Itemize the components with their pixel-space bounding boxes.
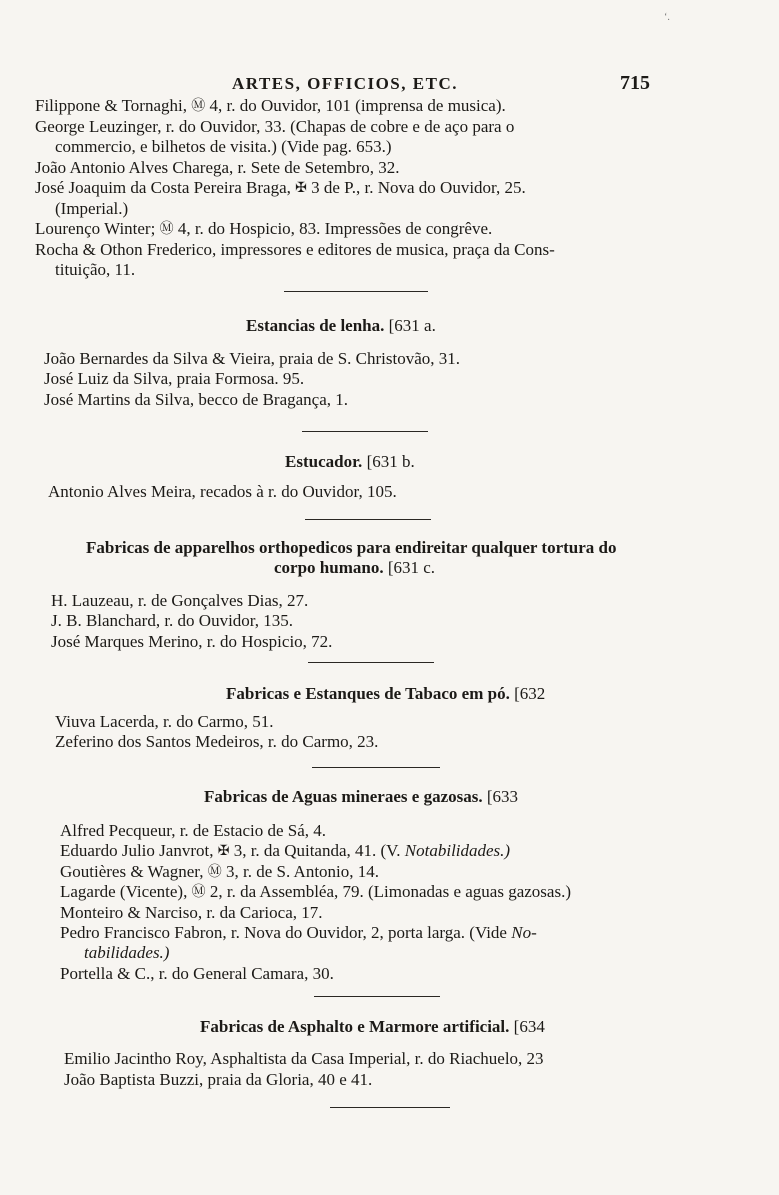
list-item: José Marques Merino, r. do Hospicio, 72.: [51, 632, 333, 651]
list-item: Lagarde (Vicente), Ⓜ 2, r. da Assembléa, 79. (Limonadas e aguas gazosas.): [60, 882, 571, 901]
section-heading: Fabricas de apparelhos orthopedicos para endireitar qualquer tortura do: [86, 538, 617, 557]
running-header: ARTES, OFFICIOS, ETC.: [232, 74, 458, 93]
list-item-continuation: (Imperial.): [55, 199, 129, 218]
list-item: João Bernardes da Silva & Vieira, praia de S. Christovão, 31.: [44, 349, 461, 368]
section-heading: Fabricas e Estanques de Tabaco em pó. [632: [226, 684, 546, 703]
section-heading: Fabricas de Asphalto e Marmore artificial. [634: [200, 1017, 545, 1036]
list-item: Alfred Pecqueur, r. de Estacio de Sá, 4.: [60, 821, 327, 840]
medal-icon: Ⓜ: [191, 99, 206, 114]
medal-icon: Ⓜ: [191, 885, 206, 900]
list-item: Goutières & Wagner, Ⓜ 3, r. de S. Antonio, 14.: [60, 862, 380, 881]
section-heading-continuation: corpo humano. [631 c.: [274, 558, 436, 577]
list-item: Emilio Jacintho Roy, Asphaltista da Casa Imperial, r. do Riachuelo, 23: [64, 1049, 544, 1068]
section-heading: Estucador. [631 b.: [285, 452, 415, 471]
list-item: Zeferino dos Santos Medeiros, r. do Carmo, 23.: [55, 732, 379, 751]
section-heading: Estancias de lenha. [631 a.: [246, 316, 436, 335]
section-divider: [302, 431, 428, 432]
list-item-continuation: commercio, e bilhetos de visita.) (Vide pag. 653.): [55, 137, 392, 156]
medal-icon: Ⓜ: [159, 222, 174, 237]
list-item: José Luiz da Silva, praia Formosa. 95.: [44, 369, 305, 388]
stray-mark: ʻ.: [664, 12, 670, 23]
medal-icon: Ⓜ: [207, 865, 222, 880]
list-item: Pedro Francisco Fabron, r. Nova do Ouvidor, 2, porta larga. (Vide No-: [60, 923, 537, 942]
section-heading: Fabricas de Aguas mineraes e gazosas. [633: [204, 787, 519, 806]
cross-icon: ✠: [295, 181, 307, 196]
list-item: Eduardo Julio Janvrot, ✠ 3, r. da Quitanda, 41. (V. Notabilidades.): [60, 841, 511, 860]
section-divider: [284, 291, 428, 292]
cross-icon: ✠: [217, 844, 230, 859]
list-item-continuation: tabilidades.): [84, 943, 170, 962]
section-divider: [330, 1107, 450, 1108]
list-item: Portella & C., r. do General Camara, 30.: [60, 964, 334, 983]
list-item-continuation: tituição, 11.: [55, 260, 136, 279]
list-item: Lourenço Winter; Ⓜ 4, r. do Hospicio, 83. Impressões de congrêve.: [35, 219, 493, 238]
list-item: João Antonio Alves Charega, r. Sete de Setembro, 32.: [35, 158, 400, 177]
section-divider: [314, 996, 440, 997]
section-divider: [308, 662, 434, 663]
list-item: George Leuzinger, r. do Ouvidor, 33. (Chapas de cobre e de aço para o: [35, 117, 515, 136]
list-item: João Baptista Buzzi, praia da Gloria, 40 e 41.: [64, 1070, 373, 1089]
list-item: José Joaquim da Costa Pereira Braga, ✠ 3 de P., r. Nova do Ouvidor, 25.: [35, 178, 526, 197]
section-divider: [312, 767, 440, 768]
list-item: Rocha & Othon Frederico, impressores e editores de musica, praça da Cons-: [35, 240, 555, 259]
page-number: 715: [620, 72, 650, 94]
list-item: Filippone & Tornaghi, Ⓜ 4, r. do Ouvidor, 101 (imprensa de musica).: [35, 96, 506, 115]
list-item: Viuva Lacerda, r. do Carmo, 51.: [55, 712, 274, 731]
list-item: J. B. Blanchard, r. do Ouvidor, 135.: [51, 611, 294, 630]
list-item: Monteiro & Narciso, r. da Carioca, 17.: [60, 903, 323, 922]
list-item: Antonio Alves Meira, recados à r. do Ouvidor, 105.: [48, 482, 397, 501]
list-item: José Martins da Silva, becco de Bragança, 1.: [44, 390, 349, 409]
section-divider: [305, 519, 431, 520]
list-item: H. Lauzeau, r. de Gonçalves Dias, 27.: [51, 591, 309, 610]
